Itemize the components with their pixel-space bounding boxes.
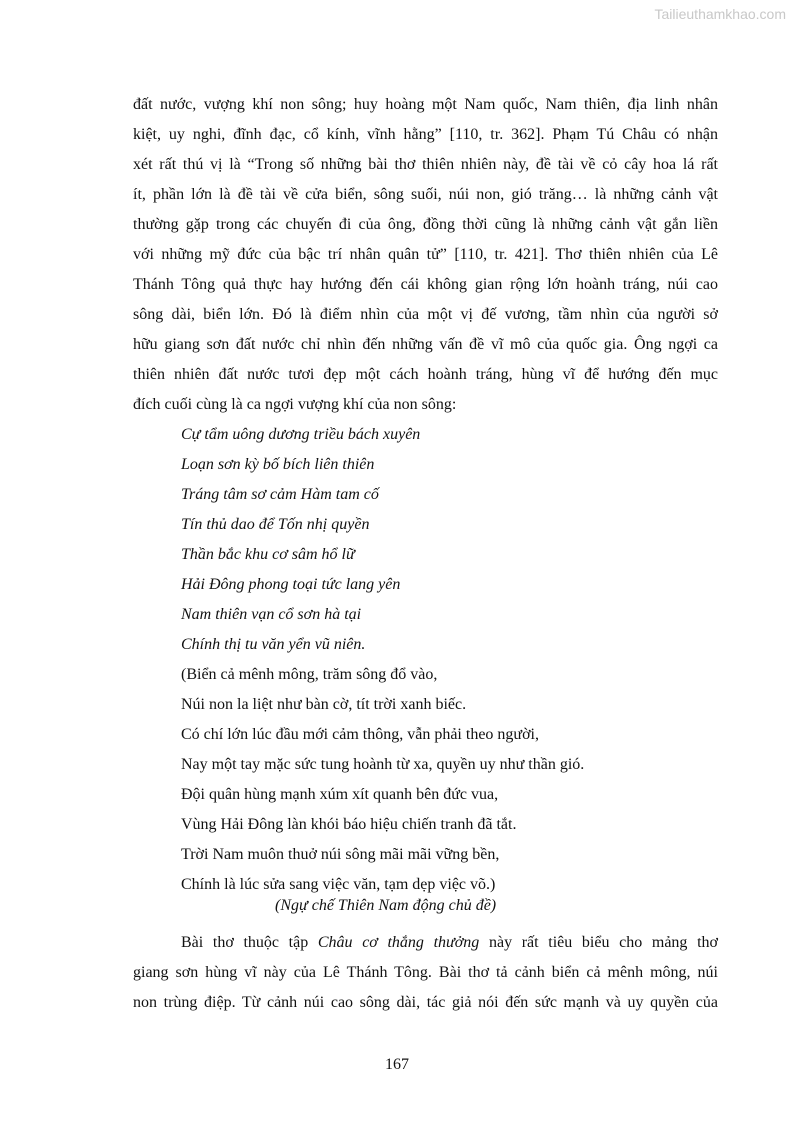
closing-line [133, 928, 718, 958]
translation-line: Đội quân hùng mạnh xúm xít quanh bên đức vua, [181, 786, 499, 803]
translation-line: Có chí lớn lúc đầu mới cảm thông, vẫn phải theo người, [181, 726, 539, 743]
poem-original [181, 420, 420, 660]
closing-line: non trùng điệp. Từ cảnh núi cao sông dài, tác giả nói đến sức mạnh và uy quyền của [133, 994, 718, 1011]
closing-paragraph [133, 928, 718, 1018]
translation-line: Núi non la liệt như bàn cờ, tít trời xanh biếc. [181, 696, 467, 713]
translation-line: Trời Nam muôn thuở núi sông mãi mãi vững bền, [181, 846, 500, 863]
translation-line: Vùng Hải Đông làn khói báo hiệu chiến tranh đã tắt. [181, 816, 517, 833]
intro-line: thiên nhiên đất nước tươi đẹp một cách hoành tráng, hùng vĩ để hướng đến mục [133, 366, 718, 383]
translation-line: Nay một tay mặc sức tung hoành từ xa, quyền uy như thần gió. [181, 756, 585, 773]
intro-line: ít, phần lớn là đề tài về cửa biển, sông suối, núi non, gió trăng… là những cảnh vật [133, 186, 718, 203]
poem-line: Chính thị tu văn yển vũ niên. [181, 636, 366, 653]
intro-line: thường gặp trong các chuyến đi của ông, đồng thời cũng là những cảnh vật gắn liền [133, 216, 718, 233]
page-number: 167 [385, 1056, 409, 1073]
watermark: Tailieuthamkhao.com [654, 6, 786, 22]
poem-line: Loạn sơn kỳ bố bích liên thiên [181, 456, 375, 473]
intro-line: hữu giang sơn đất nước chỉ nhìn đến những vấn đề vĩ mô của quốc gia. Ông ngợi ca [133, 336, 718, 353]
poem-line: Thần bắc khu cơ sâm hổ lữ [181, 546, 355, 563]
translation-line: Chính là lúc sửa sang việc văn, tạm dẹp việc võ.) [181, 876, 496, 893]
poem-line: Tráng tâm sơ cảm Hàm tam cố [181, 486, 379, 503]
poem-translation [181, 660, 584, 900]
intro-line: đích cuối cùng là ca ngợi vượng khí của non sông: [133, 396, 457, 413]
poem-line: Tín thủ dao để Tốn nhị quyền [181, 516, 370, 533]
closing-text: Bài thơ thuộc tập [181, 934, 318, 951]
intro-line: với những mỹ đức của bậc trí nhân quân tử” [110, tr. 421]. Thơ thiên nhiên của Lê [133, 246, 718, 263]
intro-paragraph [133, 90, 718, 420]
intro-line: xét rất thú vị là “Trong số những bài thơ thiên nhiên này, đề tài về cỏ cây hoa lá rất [133, 156, 718, 173]
collection-title: Châu cơ thắng thưởng [317, 934, 480, 951]
poem-line: Hải Đông phong toại tức lang yên [181, 576, 401, 593]
closing-text: này rất tiêu biểu cho mảng thơ [479, 934, 719, 951]
intro-line: Thánh Tông quả thực hay hướng đến cái không gian rộng lớn hoành tráng, núi cao [133, 276, 718, 293]
translation-line: (Biển cả mênh mông, trăm sông đổ vào, [181, 666, 438, 683]
poem-line: Cự tẩm uông dương triều bách xuyên [181, 426, 421, 443]
closing-line: giang sơn hùng vĩ này của Lê Thánh Tông. Bài thơ tả cảnh biển cả mênh mông, núi [133, 964, 718, 981]
intro-line: kiệt, uy nghi, đĩnh đạc, cổ kính, vĩnh hằng” [110, tr. 362]. Phạm Tú Châu có nhận [133, 126, 718, 143]
intro-line: đất nước, vượng khí non sông; huy hoàng một Nam quốc, Nam thiên, địa linh nhân [133, 96, 718, 113]
intro-line: sông dài, biển lớn. Đó là điểm nhìn của một vị đế vương, tầm nhìn của người sở [133, 306, 718, 323]
poem-line: Nam thiên vạn cổ sơn hà tại [181, 606, 362, 623]
poem-caption: (Ngự chế Thiên Nam động chủ đề) [275, 897, 497, 914]
